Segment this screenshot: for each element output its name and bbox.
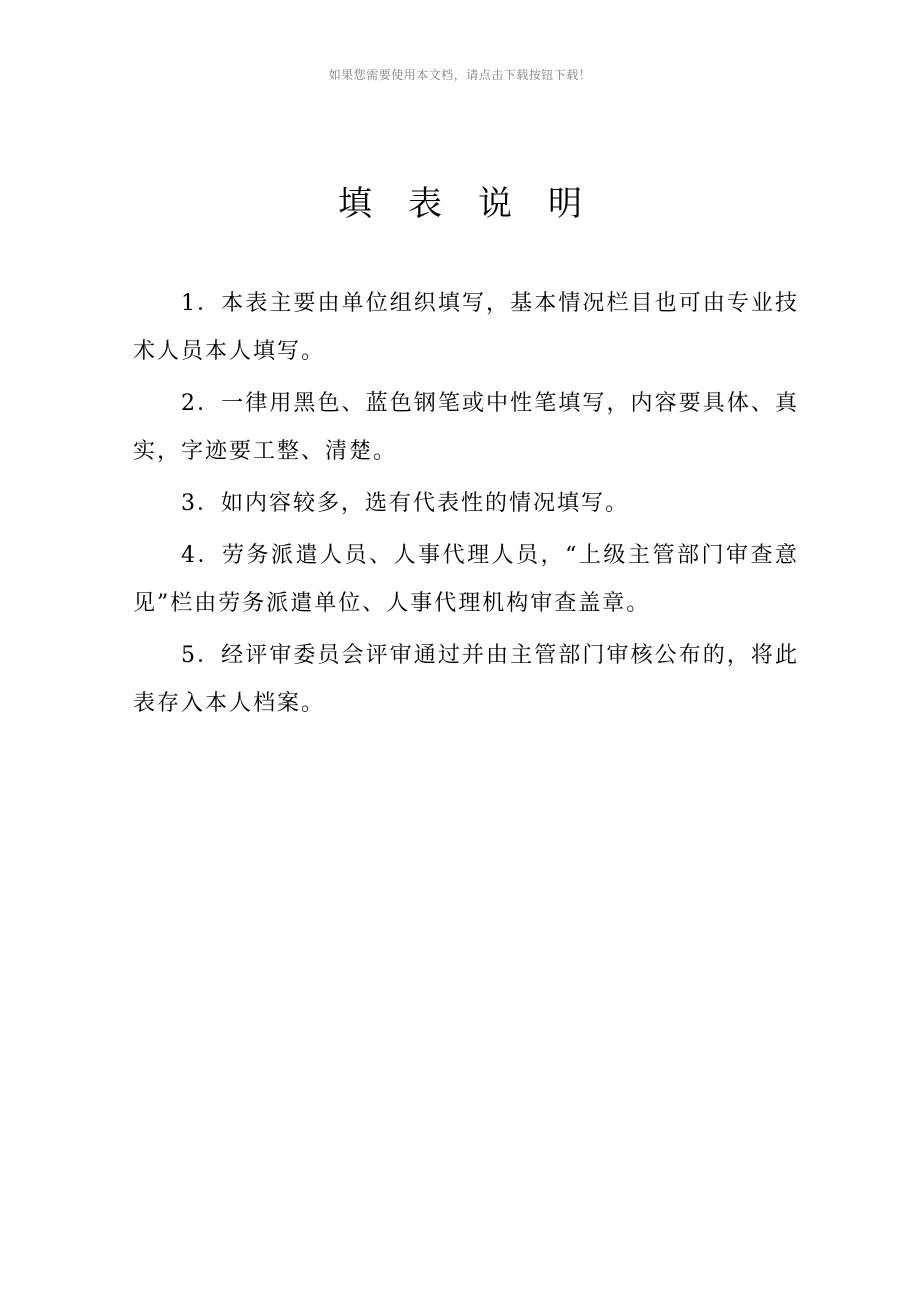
- download-hint-header: 如果您需要使用本文档，请点击下载按钮下载！: [328, 68, 592, 82]
- instruction-item-3: 3．如内容较多，选有代表性的情况填写。: [181, 491, 629, 516]
- page-title: 填表说明: [338, 184, 618, 224]
- instruction-item-5: 5．经评审委员会评审通过并由主管部门审核公布的，将此表存入本人档案。: [133, 643, 799, 716]
- instruction-item-2: 2．一律用黑色、蓝色钢笔或中性笔填写，内容要具体、真实，字迹要工整、清楚。: [133, 391, 799, 464]
- instruction-item-1: 1．本表主要由单位组织填写，基本情况栏目也可由专业技术人员本人填写。: [133, 291, 799, 364]
- instruction-item-4: 4．劳务派遣人员、人事代理人员，“上级主管部门审查意见”栏由劳务派遣单位、人事代理机构审查盖章。: [133, 543, 799, 616]
- instructions-list: [133, 280, 799, 732]
